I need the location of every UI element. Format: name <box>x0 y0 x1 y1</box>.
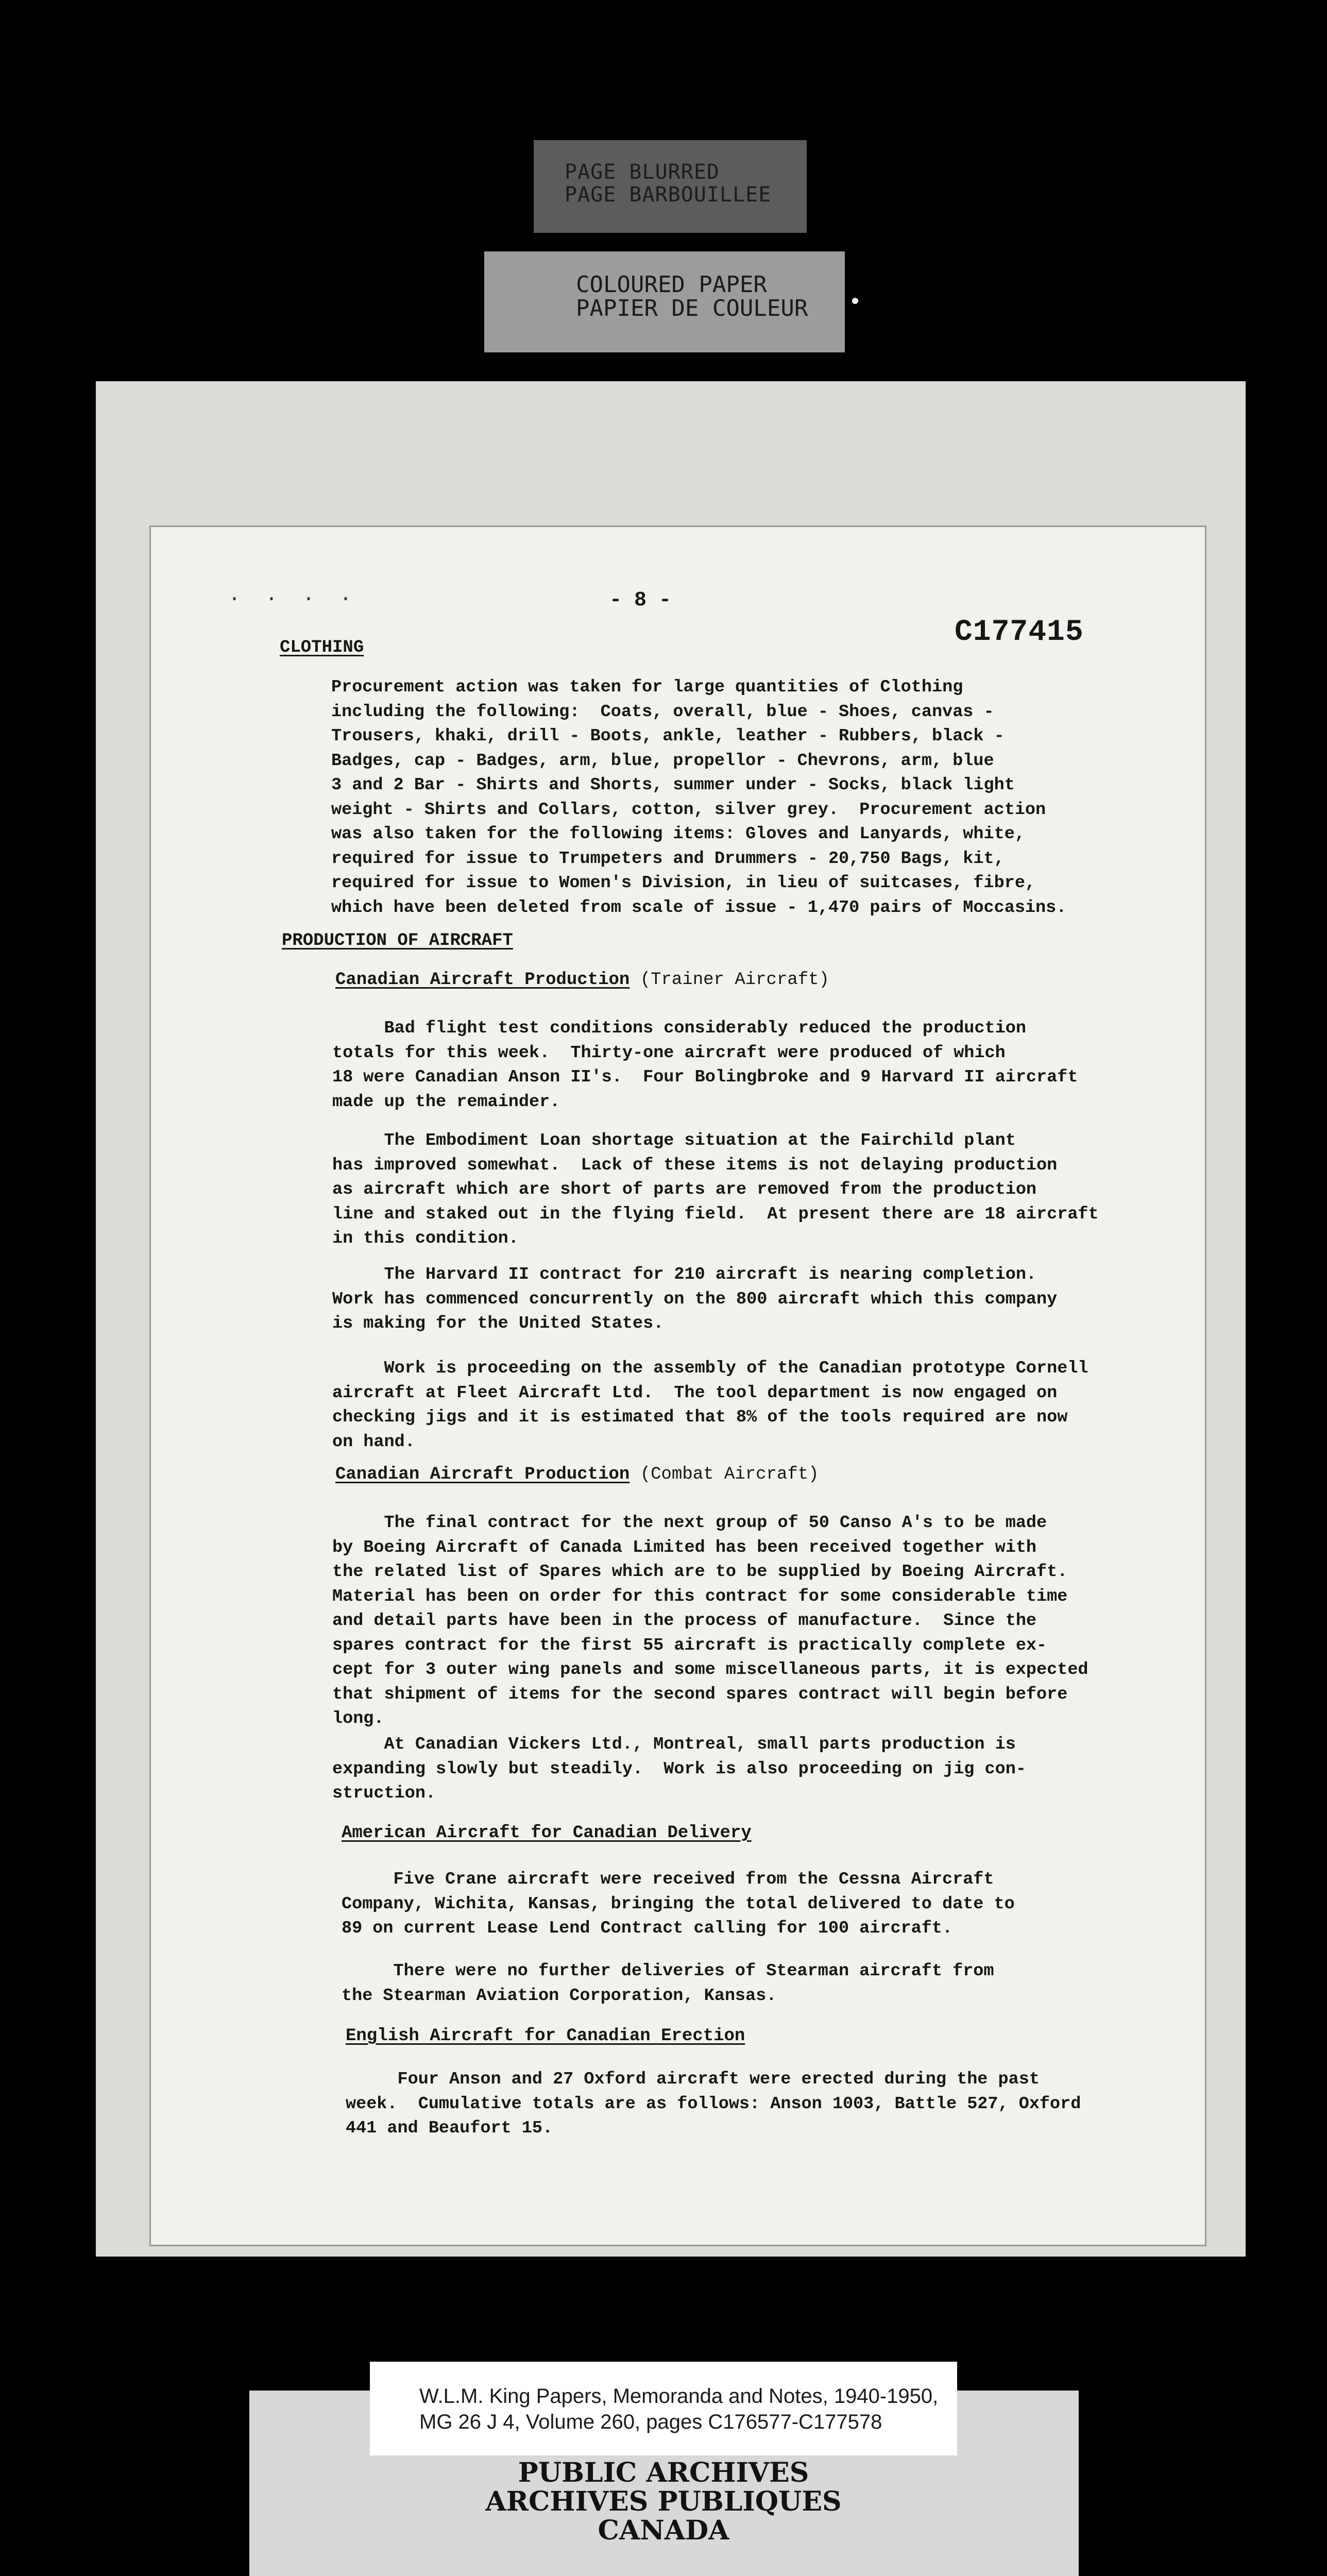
page-blurred-label-fr: PAGE BARBOUILLEE <box>565 183 772 207</box>
american-paragraph-1: Five Crane aircraft were received from the Cessna Aircraft Company, Wichita, Kansas, bringing the total delivered to date to 89 on current Lease Lend Contract calling for 100 aircraft. <box>342 1870 1015 1938</box>
trainer-subheading-qualifier: (Trainer Aircraft) <box>640 970 829 990</box>
production-heading: PRODUCTION OF AIRCRAFT <box>282 931 513 951</box>
citation-label <box>370 2362 957 2455</box>
combat-subheading <box>335 1465 819 1484</box>
stamp-line-1: PUBLIC ARCHIVES <box>518 2457 809 2488</box>
english-paragraph-1: Four Anson and 27 Oxford aircraft were erected during the past week. Cumulative totals are as follows: Anson 1003, Battle 527, Oxford 441 and Beaufort 15. <box>346 2070 1081 2138</box>
english-subheading <box>346 2026 745 2046</box>
combat-subheading-qualifier: (Combat Aircraft) <box>640 1465 819 1484</box>
clothing-paragraph: Procurement action was taken for large quantities of Clothing including the following: Coats, overall, blue - Shoes, canvas - Trousers, khaki, drill - Boots, ankle, leather - Rubbers, black - Badges, cap - Badges, arm, blue, propellor - Chevrons, arm, blue 3 and 2 Bar - Shirts and Shorts, summer under - Socks, black light weight - Shirts and Collars, cotton, silver grey. Procurement action was also taken for the following items: Gloves and Lanyards, white, required for issue to Trumpeters and Drummers - 20,750 Bags, kit, required for issue to Women's Division, in lieu of suitcases, fibre, which have been deleted from scale of issue - 1,470 pairs of Moccasins. <box>331 677 1067 918</box>
american-paragraph-2: There were no further deliveries of Stearman aircraft from the Stearman Aviation Corporation, Kansas. <box>342 1961 994 2006</box>
trainer-paragraph-4: Work is proceeding on the assembly of the Canadian prototype Cornell aircraft at Fleet Aircraft Ltd. The tool department is now engaged on checking jigs and it is estimated that 8% of the tools required are now on hand. <box>332 1359 1088 1452</box>
page-blurred-label <box>534 140 807 233</box>
combat-subheading-title: Canadian Aircraft Production <box>335 1465 630 1484</box>
margin-dots: . . . . <box>228 584 359 607</box>
coloured-paper-label-fr: PAPIER DE COULEUR <box>576 295 808 321</box>
citation-line-2: MG 26 J 4, Volume 260, pages C176577-C177578 <box>419 2411 882 2433</box>
clothing-heading: CLOTHING <box>280 638 364 657</box>
trainer-paragraph-1: Bad flight test conditions considerably reduced the production totals for this week. Thirty-one aircraft were produced of which 18 were Canadian Anson II's. Four Bolingbroke and 9 Harvard II aircraft made up the remainder. <box>332 1019 1078 1112</box>
combat-paragraph-1: The final contract for the next group of 50 Canso A's to be made by Boeing Aircraft of Canada Limited has been received together with the related list of Spares which are to be supplied by Boeing Aircraft. Material has been on order for this contract for some considerable time and detail parts have been in the process of manufacture. Since the spares contract for the first 55 aircraft is practically complete ex- cept for 3 outer wing panels and some miscellaneous parts, it is expected that shipment of items for the second spares contract will begin before long. <box>332 1513 1088 1728</box>
trainer-paragraph-2: The Embodiment Loan shortage situation at the Fairchild plant has improved somewhat. Lack of these items is not delaying production as aircraft which are short of parts are removed from the production line and staked out in the flying field. At present there are 18 aircraft in this condition. <box>332 1131 1099 1248</box>
trainer-paragraph-3: The Harvard II contract for 210 aircraft is nearing completion. Work has commenced concurrently on the 800 aircraft which this company is making for the United States. <box>332 1265 1058 1333</box>
citation-line-1: W.L.M. King Papers, Memoranda and Notes, 1940-1950, <box>419 2385 939 2408</box>
page-blurred-label-en: PAGE BLURRED <box>565 160 720 184</box>
dust-speck <box>852 298 858 304</box>
typed-document-page <box>149 526 1206 2246</box>
page-number: - 8 - <box>609 589 672 612</box>
american-subheading <box>342 1823 752 1843</box>
document-number: C177415 <box>955 616 1084 649</box>
stamp-line-2: ARCHIVES PUBLIQUES <box>485 2486 842 2517</box>
coloured-paper-label-en: COLOURED PAPER <box>576 272 767 298</box>
american-subheading-title: American Aircraft for Canadian Delivery <box>342 1823 752 1843</box>
public-archives-stamp <box>370 2459 957 2545</box>
coloured-paper-label <box>484 251 845 352</box>
combat-paragraph-2: At Canadian Vickers Ltd., Montreal, small parts production is expanding slowly but steadily. Work is also proceeding on jig con- struction. <box>332 1735 1026 1803</box>
trainer-subheading <box>335 970 829 990</box>
english-subheading-title: English Aircraft for Canadian Erection <box>346 2026 745 2046</box>
stamp-line-3: CANADA <box>598 2515 729 2546</box>
trainer-subheading-title: Canadian Aircraft Production <box>335 970 630 990</box>
